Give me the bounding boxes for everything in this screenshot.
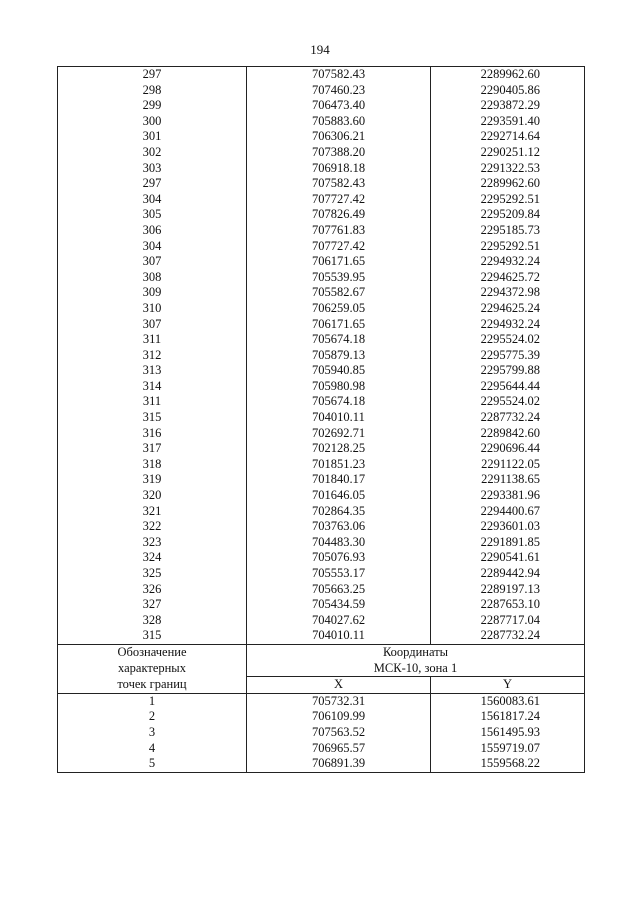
- table-row: [58, 301, 585, 317]
- table-row: [58, 129, 585, 145]
- point-label-header: [58, 644, 247, 693]
- y-coordinate-cell: 2289197.13: [431, 582, 585, 598]
- y-coordinate-cell: 2293601.03: [431, 519, 585, 535]
- x-coordinate-cell: 705076.93: [247, 550, 431, 566]
- x-coordinate-cell: 701851.23: [247, 457, 431, 473]
- y-coordinate-cell: 2295185.73: [431, 223, 585, 239]
- y-coordinate-cell: 2293381.96: [431, 488, 585, 504]
- table-row: [58, 254, 585, 270]
- table-row: [58, 628, 585, 644]
- x-coordinate-cell: 705732.31: [247, 693, 431, 709]
- point-number-cell: 321: [58, 504, 247, 520]
- x-coordinate-cell: 707460.23: [247, 83, 431, 99]
- table-row: [58, 176, 585, 192]
- y-coordinate-cell: 1561495.93: [431, 725, 585, 741]
- point-number-cell: 302: [58, 145, 247, 161]
- y-coordinate-cell: 2290405.86: [431, 83, 585, 99]
- table-row: [58, 332, 585, 348]
- y-coordinate-cell: 2294400.67: [431, 504, 585, 520]
- table-row: [58, 613, 585, 629]
- coordinates-table-top-body: [58, 67, 585, 645]
- table-row: [58, 379, 585, 395]
- x-coordinate-cell: 707761.83: [247, 223, 431, 239]
- x-coordinate-cell: 707727.42: [247, 192, 431, 208]
- table-row: [58, 756, 585, 772]
- y-coordinate-cell: 2291891.85: [431, 535, 585, 551]
- point-number-cell: 2: [58, 709, 247, 725]
- x-coordinate-cell: 705674.18: [247, 332, 431, 348]
- table-row: [58, 550, 585, 566]
- point-label-header-line2: характерных: [118, 661, 186, 676]
- table-row: [58, 519, 585, 535]
- point-number-cell: 300: [58, 114, 247, 130]
- y-coordinate-cell: 2291322.53: [431, 161, 585, 177]
- point-number-cell: 308: [58, 270, 247, 286]
- table-row: [58, 472, 585, 488]
- x-coordinate-cell: 705553.17: [247, 566, 431, 582]
- point-number-cell: 297: [58, 67, 247, 83]
- y-coordinate-cell: 2294625.24: [431, 301, 585, 317]
- table-row: [58, 441, 585, 457]
- point-number-cell: 325: [58, 566, 247, 582]
- x-coordinate-cell: 704483.30: [247, 535, 431, 551]
- x-coordinate-cell: 705434.59: [247, 597, 431, 613]
- x-coordinate-cell: 707582.43: [247, 176, 431, 192]
- table-row: [58, 741, 585, 757]
- x-coordinate-cell: 705883.60: [247, 114, 431, 130]
- point-number-cell: 309: [58, 285, 247, 301]
- y-coordinate-cell: 2295644.44: [431, 379, 585, 395]
- point-number-cell: 315: [58, 410, 247, 426]
- point-number-cell: 4: [58, 741, 247, 757]
- x-coordinate-cell: 701646.05: [247, 488, 431, 504]
- point-number-cell: 314: [58, 379, 247, 395]
- y-coordinate-cell: 2295524.02: [431, 394, 585, 410]
- x-coordinate-cell: 702864.35: [247, 504, 431, 520]
- x-coordinate-cell: 707727.42: [247, 239, 431, 255]
- point-number-cell: 322: [58, 519, 247, 535]
- table-row: [58, 709, 585, 725]
- x-coordinate-cell: 704010.11: [247, 410, 431, 426]
- table-row: [58, 67, 585, 83]
- table-row: [58, 98, 585, 114]
- y-coordinate-cell: 2287653.10: [431, 597, 585, 613]
- x-coordinate-cell: 702692.71: [247, 426, 431, 442]
- y-coordinate-cell: 2294932.24: [431, 317, 585, 333]
- table-row: [58, 693, 585, 709]
- coordinates-table-header: [58, 644, 585, 693]
- x-coordinate-cell: 701840.17: [247, 472, 431, 488]
- point-number-cell: 1: [58, 693, 247, 709]
- y-coordinate-cell: 2295775.39: [431, 348, 585, 364]
- y-coordinate-cell: 2287717.04: [431, 613, 585, 629]
- table-row: [58, 504, 585, 520]
- y-column-header: Y: [431, 677, 585, 694]
- page-number: 194: [310, 42, 330, 57]
- point-number-cell: 315: [58, 628, 247, 644]
- point-number-cell: 301: [58, 129, 247, 145]
- coordinates-table: [57, 66, 585, 773]
- y-coordinate-cell: 2295292.51: [431, 192, 585, 208]
- y-coordinate-cell: 2290541.61: [431, 550, 585, 566]
- y-coordinate-cell: 2294372.98: [431, 285, 585, 301]
- y-coordinate-cell: 2290696.44: [431, 441, 585, 457]
- table-row: [58, 317, 585, 333]
- x-coordinate-cell: 706918.18: [247, 161, 431, 177]
- x-coordinate-cell: 707826.49: [247, 207, 431, 223]
- coordinates-group-header: [247, 644, 585, 676]
- x-coordinate-cell: 706473.40: [247, 98, 431, 114]
- y-coordinate-cell: 2294625.72: [431, 270, 585, 286]
- x-coordinate-cell: 705879.13: [247, 348, 431, 364]
- y-coordinate-cell: 2295799.88: [431, 363, 585, 379]
- x-coordinate-cell: 703763.06: [247, 519, 431, 535]
- y-coordinate-cell: 1559719.07: [431, 741, 585, 757]
- point-number-cell: 303: [58, 161, 247, 177]
- y-coordinate-cell: 2289442.94: [431, 566, 585, 582]
- x-coordinate-cell: 705980.98: [247, 379, 431, 395]
- table-row: [58, 145, 585, 161]
- point-label-header-line1: Обозначение: [117, 645, 187, 660]
- table-row: [58, 582, 585, 598]
- point-number-cell: 311: [58, 394, 247, 410]
- x-coordinate-cell: 702128.25: [247, 441, 431, 457]
- table-row: [58, 394, 585, 410]
- point-number-cell: 312: [58, 348, 247, 364]
- point-number-cell: 317: [58, 441, 247, 457]
- x-coordinate-cell: 707388.20: [247, 145, 431, 161]
- point-number-cell: 311: [58, 332, 247, 348]
- y-coordinate-cell: 2293872.29: [431, 98, 585, 114]
- point-number-cell: 320: [58, 488, 247, 504]
- coordinates-header-line1: Координаты: [382, 644, 449, 659]
- x-coordinate-cell: 707563.52: [247, 725, 431, 741]
- point-number-cell: 324: [58, 550, 247, 566]
- table-row: [58, 597, 585, 613]
- table-row: [58, 363, 585, 379]
- point-number-cell: 326: [58, 582, 247, 598]
- point-number-cell: 319: [58, 472, 247, 488]
- y-coordinate-cell: 2289962.60: [431, 67, 585, 83]
- point-number-cell: 299: [58, 98, 247, 114]
- point-number-cell: 328: [58, 613, 247, 629]
- x-coordinate-cell: 706171.65: [247, 317, 431, 333]
- point-number-cell: 5: [58, 756, 247, 772]
- y-coordinate-cell: 2287732.24: [431, 410, 585, 426]
- x-coordinate-cell: 705674.18: [247, 394, 431, 410]
- coordinates-header-line2: МСК-10, зона 1: [373, 660, 458, 675]
- x-coordinate-cell: 706891.39: [247, 756, 431, 772]
- coordinates-table-bottom-body: [58, 693, 585, 772]
- point-number-cell: 318: [58, 457, 247, 473]
- x-coordinate-cell: 705539.95: [247, 270, 431, 286]
- point-number-cell: 304: [58, 192, 247, 208]
- table-row: [58, 348, 585, 364]
- x-coordinate-cell: 706965.57: [247, 741, 431, 757]
- point-number-cell: 316: [58, 426, 247, 442]
- point-number-cell: 323: [58, 535, 247, 551]
- x-coordinate-cell: 707582.43: [247, 67, 431, 83]
- x-coordinate-cell: 705582.67: [247, 285, 431, 301]
- x-coordinate-cell: 706259.05: [247, 301, 431, 317]
- y-coordinate-cell: 2287732.24: [431, 628, 585, 644]
- point-label-header-line3: точек границ: [117, 676, 187, 691]
- point-number-cell: 313: [58, 363, 247, 379]
- table-row: [58, 270, 585, 286]
- table-row: [58, 192, 585, 208]
- y-coordinate-cell: 1561817.24: [431, 709, 585, 725]
- x-coordinate-cell: 704027.62: [247, 613, 431, 629]
- point-number-cell: 298: [58, 83, 247, 99]
- x-coordinate-cell: 706306.21: [247, 129, 431, 145]
- point-number-cell: 307: [58, 254, 247, 270]
- point-number-cell: 310: [58, 301, 247, 317]
- y-coordinate-cell: 2295209.84: [431, 207, 585, 223]
- table-row: [58, 223, 585, 239]
- table-row: [58, 488, 585, 504]
- y-coordinate-cell: 2289842.60: [431, 426, 585, 442]
- table-row: [58, 410, 585, 426]
- x-coordinate-cell: 706109.99: [247, 709, 431, 725]
- y-coordinate-cell: 2295292.51: [431, 239, 585, 255]
- x-coordinate-cell: 706171.65: [247, 254, 431, 270]
- x-coordinate-cell: 705663.25: [247, 582, 431, 598]
- point-number-cell: 3: [58, 725, 247, 741]
- point-number-cell: 297: [58, 176, 247, 192]
- x-coordinate-cell: 704010.11: [247, 628, 431, 644]
- y-coordinate-cell: 2295524.02: [431, 332, 585, 348]
- point-number-cell: 307: [58, 317, 247, 333]
- y-coordinate-cell: 2291138.65: [431, 472, 585, 488]
- point-number-cell: 304: [58, 239, 247, 255]
- x-coordinate-cell: 705940.85: [247, 363, 431, 379]
- table-row: [58, 239, 585, 255]
- y-coordinate-cell: 2289962.60: [431, 176, 585, 192]
- table-row: [58, 114, 585, 130]
- point-number-cell: 306: [58, 223, 247, 239]
- y-coordinate-cell: 1559568.22: [431, 756, 585, 772]
- table-row: [58, 161, 585, 177]
- x-column-header: X: [247, 677, 431, 694]
- table-row: [58, 457, 585, 473]
- table-row: [58, 83, 585, 99]
- table-row: [58, 285, 585, 301]
- y-coordinate-cell: 2292714.64: [431, 129, 585, 145]
- table-row: [58, 207, 585, 223]
- table-row: [58, 535, 585, 551]
- y-coordinate-cell: 2293591.40: [431, 114, 585, 130]
- y-coordinate-cell: 2291122.05: [431, 457, 585, 473]
- table-row: [58, 426, 585, 442]
- table-row: [58, 725, 585, 741]
- point-number-cell: 327: [58, 597, 247, 613]
- table-row: [58, 566, 585, 582]
- y-coordinate-cell: 2290251.12: [431, 145, 585, 161]
- point-number-cell: 305: [58, 207, 247, 223]
- y-coordinate-cell: 1560083.61: [431, 693, 585, 709]
- y-coordinate-cell: 2294932.24: [431, 254, 585, 270]
